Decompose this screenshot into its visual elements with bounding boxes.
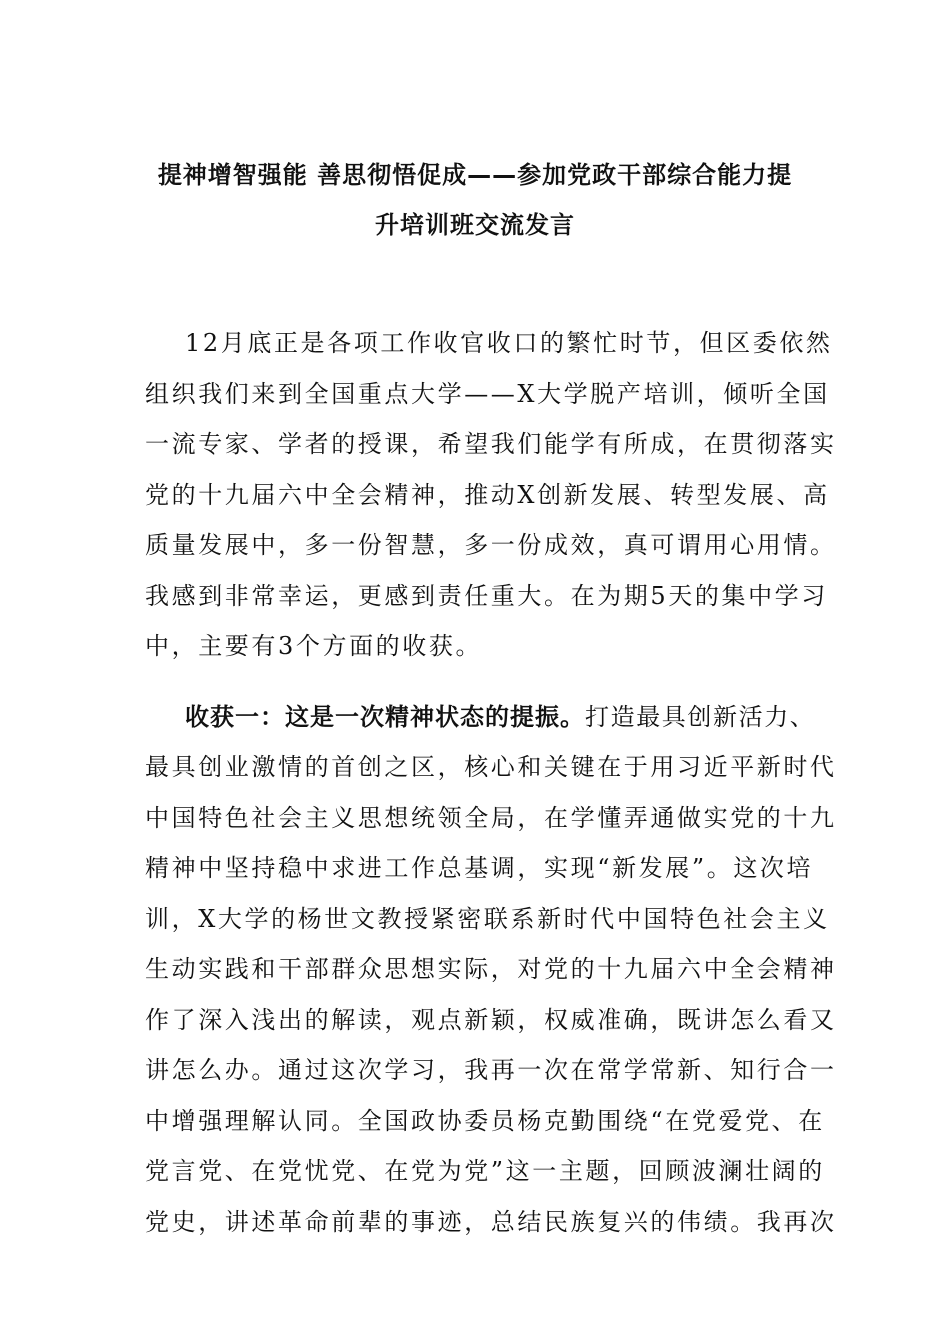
- title-line-2: 升培训班交流发言: [375, 211, 575, 239]
- paragraph-line: [145, 692, 816, 743]
- paragraph-line: 生动实践和干部群众思想实际，对党的十九届六中全会精神: [145, 955, 837, 983]
- paragraph-line: 中国特色社会主义思想统领全局，在学懂弄通做实党的十九: [145, 803, 837, 832]
- paragraph-line: 训，X大学的杨世文教授紧密联系新时代中国特色社会主义: [145, 904, 830, 933]
- paragraph-2: [145, 692, 837, 1248]
- paragraph-line: 12月底正是各项工作收官收口的繁忙时节，但区委依然: [185, 329, 833, 357]
- paragraph-line: 讲怎么办。通过这次学习，我再一次在常学常新、知行合一: [145, 1056, 837, 1084]
- section-heading: 收获一：这是一次精神状态的提振。: [185, 702, 585, 731]
- paragraph-line: 一流专家、学者的授课，希望我们能学有所成，在贯彻落实: [145, 430, 837, 458]
- paragraph-line: 中增强理解认同。全国政协委员杨克勤围绕“在党爱党、在: [145, 1106, 825, 1135]
- document-title: [100, 150, 850, 250]
- paragraph-line-rest: 打造最具创新活力、: [585, 702, 816, 731]
- paragraph-line: 党的十九届六中全会精神，推动X创新发展、转型发展、高: [145, 480, 830, 509]
- paragraph-line: 作了深入浅出的解读，观点新颖，权威准确，既讲怎么看又: [145, 1005, 837, 1034]
- paragraph-line: 质量发展中，多一份智慧，多一份成效，真可谓用心用情。: [145, 531, 837, 559]
- paragraph-line: 最具创业激情的首创之区，核心和关键在于用习近平新时代: [145, 753, 837, 781]
- paragraph-line: 党史，讲述革命前辈的事迹，总结民族复兴的伟绩。我再次: [145, 1207, 837, 1236]
- paragraph-line: 我感到非常幸运，更感到责任重大。在为期5天的集中学习: [145, 581, 828, 610]
- paragraph-line: 党言党、在党忧党、在党为党”这一主题，回顾波澜壮阔的: [145, 1157, 825, 1185]
- paragraph-line: 中，主要有3个方面的收获。: [145, 632, 483, 660]
- paragraph-line: 组织我们来到全国重点大学——X大学脱产培训，倾听全国: [145, 379, 830, 408]
- title-line-1: 提神增智强能 善思彻悟促成——参加党政干部综合能力提: [157, 161, 793, 189]
- paragraph-1: [145, 318, 837, 672]
- document-body: [145, 318, 837, 1247]
- paragraph-line: 精神中坚持稳中求进工作总基调，实现“新发展”。这次培: [145, 854, 814, 882]
